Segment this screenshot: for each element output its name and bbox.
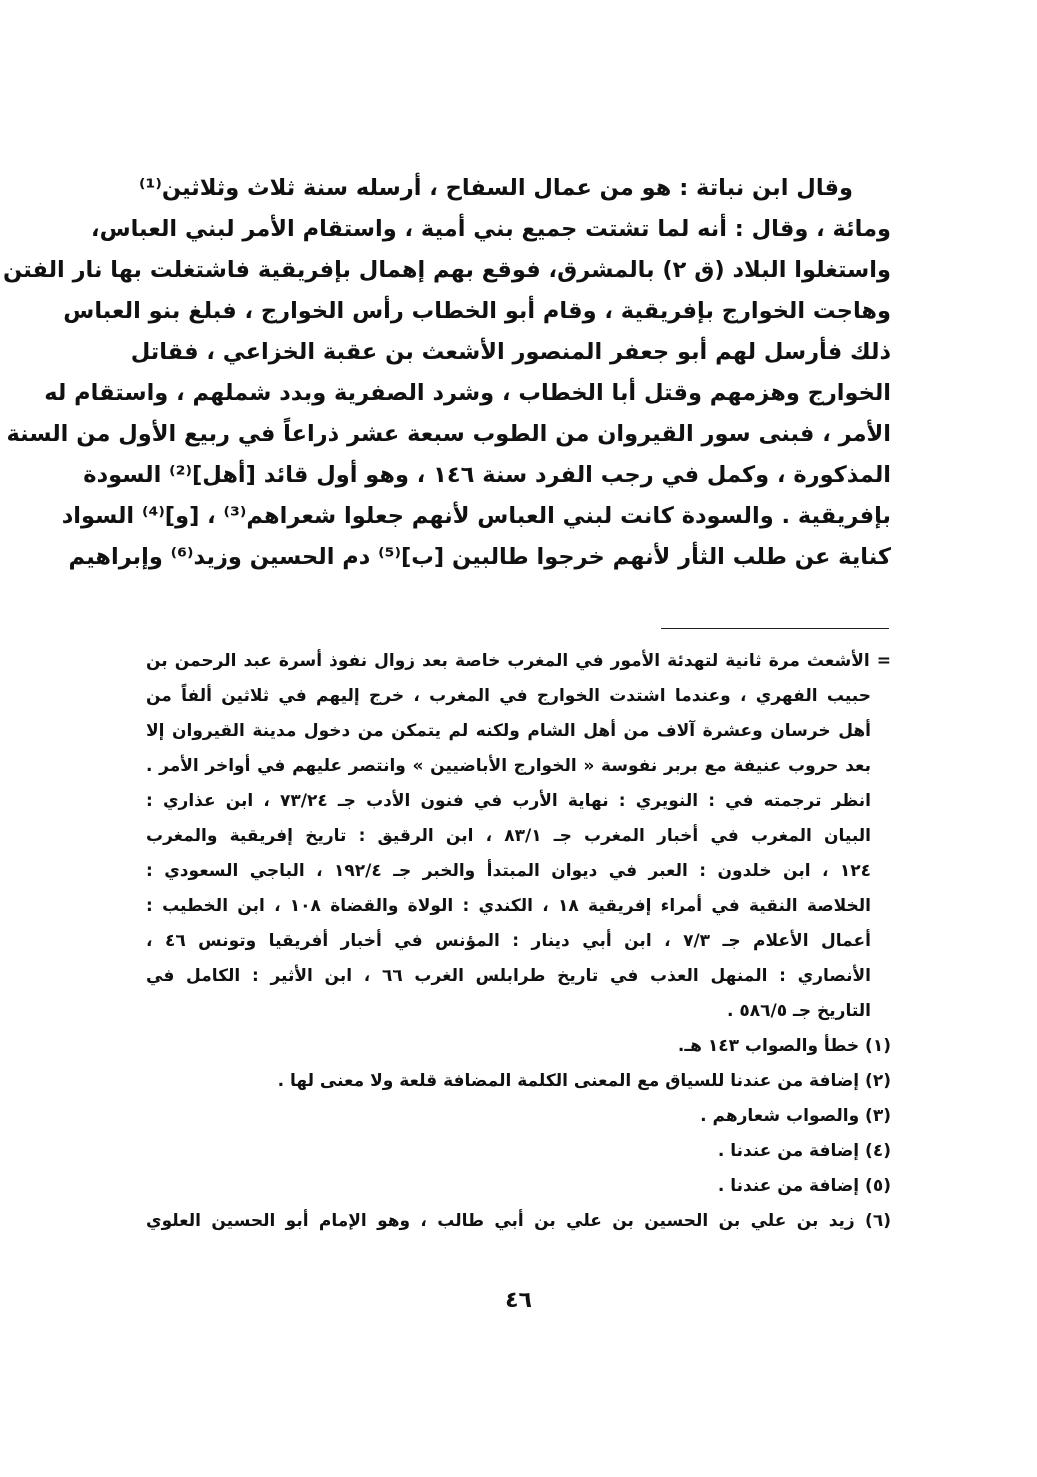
footnote-1: (١) خطأ والصواب ١٤٣ هـ. — [677, 1036, 891, 1056]
footnote-2: (٢) إضافة من عندنا للسياق مع المعنى الكلمة المضافة قلعة ولا معنى لها . — [277, 1071, 891, 1091]
main-text-line: الخوارج وهزمهم وقتل أبا الخطاب ، وشرد الصفرية وبدد شملهم ، واستقام له — [44, 380, 891, 406]
footnote-continuation-line: أهل خرسان وعشرة آلاف من أهل الشام ولكنه لم يتمكن من دخول مدينة القيروان إلا — [146, 721, 871, 741]
main-text-line: وهاجت الخوارج بإفريقية ، وقام أبو الخطاب رأس الخوارج ، فبلغ بنو العباس — [63, 298, 891, 324]
footnote-continuation-line: أعمال الأعلام جـ ٧/٣ ، ابن أبي دينار : المؤنس في أخبار أفريقيا وتونس ٤٦ ، — [146, 931, 871, 951]
main-text-line: بإفريقية . والسودة كانت لبني العباس لأنهم جعلوا شعراهم⁽³⁾ ، [و]⁽⁴⁾ السواد — [61, 503, 891, 529]
footnotes-block — [146, 644, 891, 1239]
footnote-continuation-line: الخلاصة النقية في أمراء إفريقية ١٨ ، الكندي : الولاة والقضاة ١٠٨ ، ابن الخطيب : — [146, 896, 872, 916]
main-text-line: الأمر ، فبنى سور القيروان من الطوب سبعة عشر ذراعاً في ربيع الأول من السنة — [6, 421, 891, 447]
footnote-continuation-line: = الأشعث مرة ثانية لتهدئة الأمور في المغرب خاصة بعد زوال نفوذ أسرة عبد الرحمن بن — [146, 651, 891, 671]
footnote-continuation-line: البيان المغرب في أخبار المغرب جـ ٨٣/١ ، ابن الرقيق : تاريخ إفريقية والمغرب — [146, 826, 871, 846]
footnote-continuation-line: انظر ترجمته في : النويري : نهاية الأرب في فنون الأدب جـ ٧٣/٢٤ ، ابن عذاري : — [146, 791, 871, 811]
main-text-line: ومائة ، وقال : أنه لما تشتت جميع بني أمية ، واستقام الأمر لبني العباس، — [91, 216, 891, 242]
footnote-6: (٦) زيد بن علي بن الحسين بن علي بن أبي طالب ، وهو الإمام أبو الحسين العلوي — [146, 1211, 891, 1231]
page-number: ٤٦ — [505, 1288, 532, 1313]
footnote-3: (٣) والصواب شعارهم . — [700, 1106, 891, 1126]
footnote-separator — [661, 628, 889, 629]
main-text-block — [2, 168, 891, 578]
main-text-line: ذلك فأرسل لهم أبو جعفر المنصور الأشعث بن عقبة الخزاعي ، فقاتل — [130, 339, 891, 365]
footnote-continuation-line: التاريخ جـ ٥٨٦/٥ . — [727, 1001, 871, 1021]
main-text-line: كناية عن طلب الثأر لأنهم خرجوا طالبين [ب]⁽⁵⁾ دم الحسين وزيد⁽⁶⁾ وإبراهيم — [68, 544, 891, 570]
footnote-4: (٤) إضافة من عندنا . — [717, 1141, 891, 1161]
footnote-5: (٥) إضافة من عندنا . — [717, 1176, 891, 1196]
main-text-line: المذكورة ، وكمل في رجب الفرد سنة ١٤٦ ، وهو أول قائد [أهل]⁽²⁾ السودة — [83, 462, 891, 488]
footnote-continuation-line: حبيب الفهري ، وعندما اشتدت الخوارج في المغرب ، خرج إليهم في ثلاثين ألفاً من — [146, 686, 871, 706]
main-text-line: واستغلوا البلاد (ق ٢) بالمشرق، فوقع بهم إهمال بإفريقية فاشتغلت بها نار الفتن — [2, 257, 891, 283]
footnote-continuation-line: بعد حروب عنيفة مع بربر نفوسة « الخوارج الأباضيين » وانتصر عليهم في أواخر الأمر . — [146, 756, 871, 776]
footnote-continuation-line: ١٢٤ ، ابن خلدون : العبر في ديوان المبتدأ والخبر جـ ١٩٢/٤ ، الباجي السعودي : — [146, 861, 872, 881]
main-text-line: وقال ابن نباتة : هو من عمال السفاح ، أرسله سنة ثلاث وثلاثين⁽¹⁾ — [139, 175, 853, 201]
footnote-continuation-line: الأنصاري : المنهل العذب في تاريخ طرابلس الغرب ٦٦ ، ابن الأثير : الكامل في — [146, 966, 872, 986]
